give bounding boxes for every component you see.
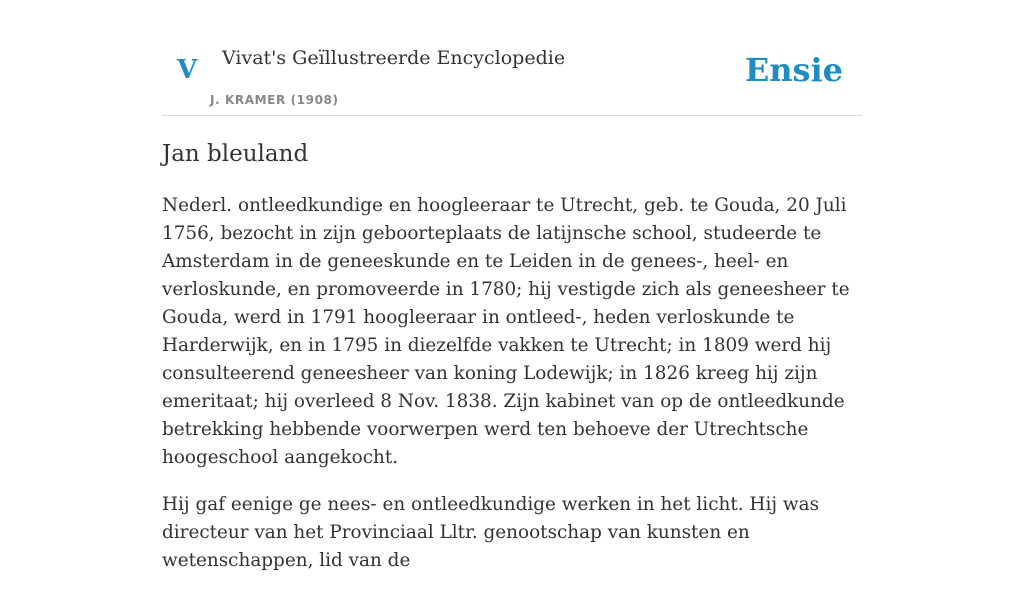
source-title[interactable]: Vivat's Geïllustreerde Encyclopedie xyxy=(222,47,566,69)
article-body xyxy=(162,192,862,594)
source-header xyxy=(162,0,862,116)
article-title: Jan bleuland xyxy=(162,141,309,167)
article-paragraph: Hij gaf eenige ge nees- en ontleedkundige werken in het licht. Hij was directeur van het Provinciaal Lltr. genootschap van kunsten en wetenschappen, lid van de xyxy=(162,494,820,571)
article-paragraph: Nederl. ontleedkundige en hoogleeraar te Utrecht, geb. te Gouda, 20 Juli 1756, bezocht in zijn geboorteplaats de latijnsche school, studeerde te Amsterdam in de geneeskunde en te Leiden in de genees-, heel- en verloskunde, en promoveerde in 1780; hij vestigde zich als geneesheer te Gouda, werd in 1791 hoogleeraar in ontleed-, heden verloskunde te Harderwijk, en in 1795 in diezelfde vakken te Utrecht; in 1809 werd hij consulteerend geneesheer van koning Lodewijk; in 1826 kreeg hij zijn emeritaat; hij overleed 8 Nov. 1838. Zijn kabinet van op de ontleedkunde betrekking hebbende voorwerpen werd ten behoeve der Utrechtsche hoogeschool aangekocht. xyxy=(162,195,850,468)
source-logo-icon: V xyxy=(177,55,198,85)
source-author: J. KRAMER (1908) xyxy=(210,93,339,107)
brand-logo[interactable]: Ensie xyxy=(744,51,843,89)
